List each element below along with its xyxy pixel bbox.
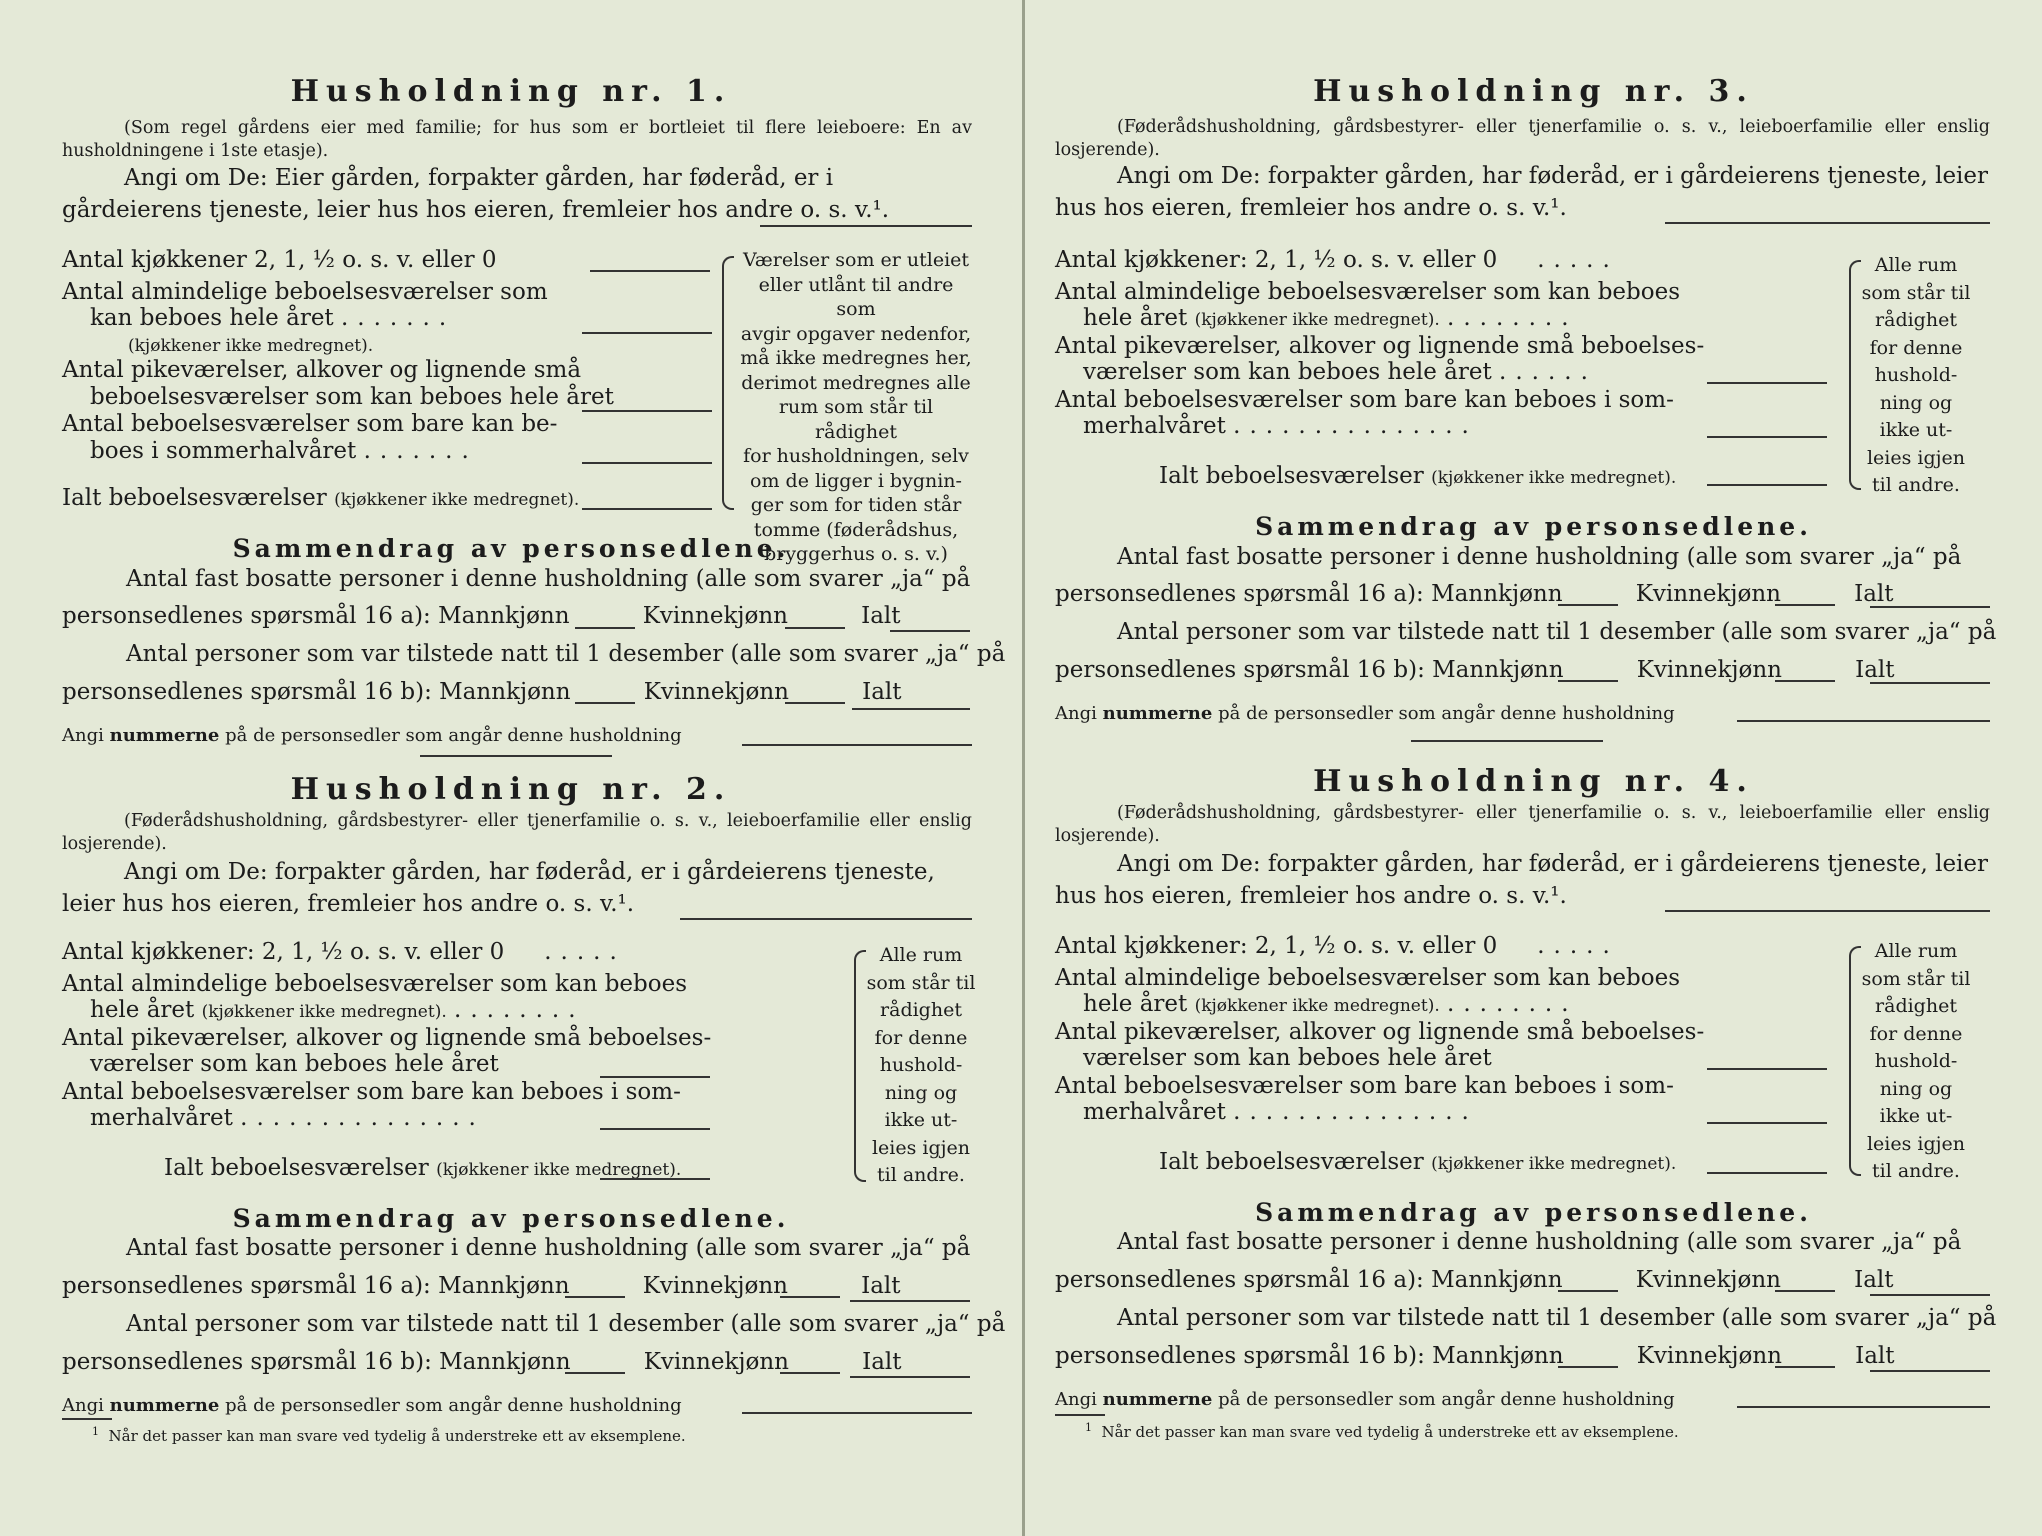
h2-rooms-a: Antal almindelige beboelsesværelser som kan beboes [62,971,688,997]
sum-a2-text: personsedlenes spørsmål 16 a): Mannkjønn [62,603,570,629]
h3-angi [1055,160,1990,224]
h3-sum-title: Sammendrag av personsedlene. [1255,512,1812,541]
h2-sum-b2 [62,1348,902,1376]
h2-small-a: Antal pikeværelser, alkover og lignende små beboelses- [62,1025,712,1051]
h2-kitchens-text: Antal kjøkkener: 2, 1, ½ o. s. v. eller 0 [62,939,505,965]
ialt-label: Ialt [862,679,902,705]
h1-sum-a2 [62,602,901,630]
angi-nr-post: på de personsedler som angår denne husholdning [1218,703,1675,724]
h2-sum-b-ialt[interactable] [850,1376,970,1378]
h2-angi-text: Angi om De: forpakter gården, har føderåd, er i gårdeierens tjeneste, leier hus hos eieren, fremleier hos andre o. s. v.¹. [62,859,935,917]
h1-sum-b-mann[interactable] [575,702,635,704]
angi-nr-post: på de personsedler som angår denne husholdning [225,725,682,746]
side-line: Værelser som er utleiet [742,249,970,271]
side-line: derimot medregnes alle [741,371,971,394]
h3-angi-line[interactable] [1665,222,1990,224]
h1-sum-b-ialt[interactable] [852,708,970,710]
footnote-text: Når det passer kan man svare ved tydelig å understreke ett av eksemplene. [1101,1423,1679,1441]
sum-b2-text: personsedlenes spørsmål 16 b): Mannkjønn [1055,1343,1564,1369]
h2-sum-b1: Antal personer som var tilstede natt til 1 desember (alle som svarer „ja“ på [126,1311,1006,1337]
footnote-mark: 1 [1085,1421,1092,1434]
right-page [1025,0,2042,1536]
h1-separator [420,755,612,757]
h2-total-label: Ialt beboelsesværelser [164,1155,429,1181]
h3-rooms-a: Antal almindelige beboelsesværelser som kan beboes [1055,279,1681,305]
h4-small-b [1055,1044,1492,1072]
h1-rooms-line[interactable] [582,332,712,334]
h2-summer-line[interactable] [600,1128,710,1130]
h3-sum-b-mann[interactable] [1558,680,1618,682]
side-line: leies igjen [1866,446,1966,469]
side-line: Alle rum [879,944,963,966]
kvinne-label: Kvinnekjønn [643,679,789,705]
h2-total-note: (kjøkkener ikke medregnet). [436,1160,682,1180]
sum-b2-text: personsedlenes spørsmål 16 b): Mannkjønn [62,1349,571,1375]
h4-sum-title: Sammendrag av personsedlene. [1255,1198,1812,1227]
h4-rooms-a: Antal almindelige beboelsesværelser som kan beboes [1055,965,1681,991]
h4-sum-b-ialt[interactable] [1870,1370,1990,1372]
side-line: om de ligger i bygnin- [750,469,962,492]
h2-rooms-b: hele året (kjøkkener ikke medregnet). ........ [90,997,585,1023]
angi-nr-pre: Angi [62,1395,104,1416]
kvinne-label: Kvinnekjønn [643,1349,789,1375]
h4-summer-line[interactable] [1707,1122,1827,1124]
h4-sum-a-ialt[interactable] [1870,1294,1990,1296]
h2-sum-b-mann[interactable] [565,1372,625,1374]
h4-total-line[interactable] [1707,1172,1827,1174]
h3-rooms-c: (kjøkkener ikke medregnet). [1194,310,1440,330]
h4-sum-b1: Antal personer som var tilstede natt til 1 desember (alle som svarer „ja“ på [1117,1305,1997,1331]
h4-brace [1849,946,1861,1176]
side-line: ikke ut- [1879,419,1953,441]
h3-rooms-b: hele året (kjøkkener ikke medregnet). ........ [1083,305,1578,331]
h3-total [1159,462,1676,492]
h2-angi-line[interactable] [680,918,972,920]
h4-rooms-b-text: hele året [1083,991,1188,1017]
side-line: Alle rum [1874,254,1958,276]
h1-summer-b: boes i sommerhalvåret ....... [90,438,478,464]
h3-sum-b-kvinne[interactable] [1775,680,1835,682]
side-line: ger som for tiden står [750,494,962,516]
angi-nr-bold: nummerne [109,1395,220,1416]
side-line: for denne [1869,1022,1963,1045]
h1-small-line[interactable] [582,410,712,412]
h1-sum-a-kvinne[interactable] [785,627,845,629]
h1-rooms-a: Antal almindelige beboelsesværelser som [62,279,548,305]
h2-small-b [62,1050,499,1078]
ialt-label: Ialt [1855,657,1895,683]
h4-small-line[interactable] [1707,1068,1827,1070]
h1-total-note: (kjøkkener ikke medregnet). [334,490,580,510]
h2-rooms-b-text: hele året [90,997,195,1023]
side-line: hushold- [1874,364,1958,386]
h3-title: Husholdning nr. 3. [1313,74,1754,109]
h4-sum-b2 [1055,1342,1895,1370]
h1-sum-a1: Antal fast bosatte personer i denne husholdning (alle som svarer „ja“ på [126,566,971,592]
h1-summer-a: Antal beboelsesværelser som bare kan be- [62,411,558,437]
side-line: Alle rum [1874,940,1958,962]
footnote-text: Når det passer kan man svare ved tydelig å understreke ett av eksemplene. [108,1427,686,1445]
h1-small-b: beboelsesværelser som kan beboes hele året [90,384,614,410]
h1-kitchens-line[interactable] [590,270,710,272]
h3-small-line[interactable] [1707,382,1827,384]
kvinne-label: Kvinnekjønn [642,603,788,629]
side-line: som står til [1861,281,1971,304]
h3-brace [1849,260,1861,490]
h2-sum-a2 [62,1272,901,1300]
h3-small-b-text: værelser som kan beboes hele året [1083,359,1492,385]
sum-b2-text: personsedlenes spørsmål 16 b): Mannkjønn [62,679,571,705]
side-line: rådighet [1875,309,1957,331]
h3-small-a: Antal pikeværelser, alkover og lignende små beboelses- [1055,333,1705,359]
side-line: som står til [866,971,976,994]
h1-brace [722,256,734,510]
h4-footnote-rule [1055,1414,1105,1416]
h3-total-label: Ialt beboelsesværelser [1159,463,1424,489]
h4-sum-b-kvinne[interactable] [1775,1366,1835,1368]
h4-small-b-text: værelser som kan beboes hele året [1083,1045,1492,1071]
h4-note: (Føderådshusholdning, gårdsbestyrer- eller tjenerfamilie o. s. v., leieboerfamilie eller enslig losjerende). [1055,803,1990,846]
sum-a2-text: personsedlenes spørsmål 16 a): Mannkjønn [1055,1267,1563,1293]
h1-rooms-c: (kjøkkener ikke medregnet). [128,336,374,356]
h2-sum-a-mann[interactable] [565,1296,625,1298]
h2-angi [62,856,972,920]
h3-sum-a2 [1055,580,1894,608]
side-line: leies igjen [1866,1132,1966,1155]
h4-rooms-c: (kjøkkener ikke medregnet). [1194,996,1440,1016]
angi-nr-pre: Angi [1055,1389,1097,1410]
side-line: for denne [874,1026,968,1049]
h1-total [62,484,579,514]
h1-total-line[interactable] [582,508,712,510]
h1-sum-a-mann[interactable] [575,627,635,629]
sum-a2-text: personsedlenes spørsmål 16 a): Mannkjønn [1055,581,1563,607]
h4-kitchens-text: Antal kjøkkener: 2, 1, ½ o. s. v. eller 0 [1055,933,1498,959]
h2-small-b-text: værelser som kan beboes hele året [90,1051,499,1077]
side-line: må ikke medregnes her, [740,347,972,369]
h3-angi-text: Angi om De: forpakter gården, har føderåd, er i gårdeierens tjeneste, leier hus hos eieren, fremleier hos andre o. s. v.¹. [1055,163,1989,221]
h1-sum-b-kvinne[interactable] [785,702,845,704]
h3-sum-a-mann[interactable] [1558,604,1618,606]
h4-side-note [1861,938,1971,1186]
h1-small-a: Antal pikeværelser, alkover og lignende små [62,357,582,383]
footnote-mark: 1 [92,1425,99,1438]
h4-summer-b: merhalvåret ............... [1083,1099,1478,1125]
side-line: som står til [1861,967,1971,990]
h2-sum-a-kvinne[interactable] [780,1296,840,1298]
ialt-label: Ialt [862,1349,902,1375]
side-line: ning og [1879,1077,1953,1100]
h2-footnote-rule [62,1418,112,1420]
ialt-label: Ialt [861,1273,901,1299]
h4-angi-nr-line[interactable] [1737,1406,1990,1408]
angi-nr-pre: Angi [62,725,104,746]
h2-sum-a-ialt[interactable] [850,1300,970,1302]
h3-sum-b2 [1055,656,1895,684]
h2-summer-b: merhalvåret ............... [90,1105,485,1131]
h1-summer-line[interactable] [582,462,712,464]
h3-sum-b-ialt[interactable] [1870,682,1990,684]
h3-sum-a1: Antal fast bosatte personer i denne husholdning (alle som svarer „ja“ på [1117,544,1962,570]
side-line: hushold- [879,1054,963,1076]
side-line: eller utlånt til andre som [758,273,954,320]
kvinne-label: Kvinnekjønn [1635,1267,1781,1293]
h4-angi-nr [1055,1386,1675,1414]
h4-total [1159,1148,1676,1178]
side-line: avgir opgaver nedenfor, [740,322,972,345]
h3-sum-a-ialt[interactable] [1870,606,1990,608]
side-line: ning og [1879,391,1953,414]
side-line: rådighet [1875,995,1957,1017]
h3-rooms-b-text: hele året [1083,305,1188,331]
h3-kitchens: Antal kjøkkener: 2, 1, ½ o. s. v. eller 0 ..... [1055,247,1619,273]
h4-summer-a: Antal beboelsesværelser som bare kan beboes i som- [1055,1073,1674,1099]
h2-sum-b-kvinne[interactable] [780,1372,840,1374]
h3-total-line[interactable] [1707,484,1827,486]
side-line: bryggerhus o. s. v.) [764,543,948,565]
h3-kitchens-text: Antal kjøkkener: 2, 1, ½ o. s. v. eller 0 [1055,247,1498,273]
h2-summer-a: Antal beboelsesværelser som bare kan beboes i som- [62,1079,681,1105]
side-line: rum som står til rådighet [778,396,934,443]
side-line: tomme (føderådshus, [753,518,959,541]
sum-b2-text: personsedlenes spørsmål 16 b): Mannkjønn [1055,657,1564,683]
h2-rooms-c: (kjøkkener ikke medregnet). [201,1002,447,1022]
side-line: for husholdningen, selv [743,445,969,467]
side-line: rådighet [880,999,962,1021]
h1-sum-a-ialt[interactable] [890,630,970,632]
h2-summer-b-text: merhalvåret [90,1105,233,1131]
h2-sum-title: Sammendrag av personsedlene. [232,1204,790,1233]
h4-sum-b-mann[interactable] [1558,1366,1618,1368]
side-line: ning og [884,1081,958,1104]
h4-small-a: Antal pikeværelser, alkover og lignende små beboelses- [1055,1019,1705,1045]
h1-angi-line[interactable] [760,225,972,227]
ialt-label: Ialt [1855,1343,1895,1369]
angi-nr-bold: nummerne [1102,1389,1213,1410]
h2-angi-nr [62,1392,682,1420]
h4-total-note: (kjøkkener ikke medregnet). [1431,1154,1677,1174]
h4-rooms-b: hele året (kjøkkener ikke medregnet). ........ [1083,991,1578,1017]
h1-angi-nr [62,722,682,750]
h4-angi-line[interactable] [1665,910,1990,912]
h1-sum-title: Sammendrag av personsedlene. [232,534,790,563]
h1-rooms-b: kan beboes hele året ....... [90,305,456,331]
h2-brace [854,950,866,1182]
angi-nr-bold: nummerne [1102,703,1213,724]
h4-footnote [1085,1418,1679,1442]
h4-sum-a-kvinne[interactable] [1775,1290,1835,1292]
kvinne-label: Kvinnekjønn [1635,581,1781,607]
h2-kitchens: Antal kjøkkener: 2, 1, ½ o. s. v. eller 0 ..... [62,939,626,965]
angi-nr-post: på de personsedler som angår denne husholdning [225,1395,682,1416]
h2-sum-a1: Antal fast bosatte personer i denne husholdning (alle som svarer „ja“ på [126,1235,971,1261]
h3-separator [1411,740,1603,742]
h3-sum-b1: Antal personer som var tilstede natt til 1 desember (alle som svarer „ja“ på [1117,619,1997,645]
h3-summer-b-text: merhalvåret [1083,413,1226,439]
h3-angi-nr-line[interactable] [1737,720,1990,722]
h4-angi-text: Angi om De: forpakter gården, har føderåd, er i gårdeierens tjeneste, leier hus hos eieren, fremleier hos andre o. s. v.¹. [1055,851,1989,909]
h4-summer-b-text: merhalvåret [1083,1099,1226,1125]
h1-sum-b1: Antal personer som var tilstede natt til 1 desember (alle som svarer „ja“ på [126,641,1006,667]
h4-kitchens: Antal kjøkkener: 2, 1, ½ o. s. v. eller 0 ..... [1055,933,1619,959]
angi-nr-bold: nummerne [109,725,220,746]
h4-sum-a2 [1055,1266,1894,1294]
h1-angi [62,162,972,226]
h1-title: Husholdning nr. 1. [290,74,732,109]
h4-angi [1055,848,1990,912]
h3-total-note: (kjøkkener ikke medregnet). [1431,468,1677,488]
ialt-label: Ialt [861,603,901,629]
ialt-label: Ialt [1854,1267,1894,1293]
kvinne-label: Kvinnekjønn [642,1273,788,1299]
side-line: ikke ut- [884,1109,958,1131]
h1-note: (Som regel gårdens eier med familie; for hus som er bortleiet til flere leieboere: En av husholdningene i 1ste etasje). [62,118,972,161]
h1-sum-b2 [62,678,902,706]
h1-kitchens: Antal kjøkkener 2, 1, ½ o. s. v. eller 0 [62,247,497,273]
h4-total-label: Ialt beboelsesværelser [1159,1149,1424,1175]
h2-total-line[interactable] [600,1178,710,1180]
h4-sum-a1: Antal fast bosatte personer i denne husholdning (alle som svarer „ja“ på [1117,1229,1962,1255]
h2-title: Husholdning nr. 2. [290,772,732,807]
h1-side-note [736,248,976,567]
side-line: til andre. [1872,474,1960,496]
side-line: for denne [1869,336,1963,359]
h4-title: Husholdning nr. 4. [1313,764,1754,799]
side-line: leies igjen [871,1136,971,1159]
h3-summer-a: Antal beboelsesværelser som bare kan beboes i som- [1055,387,1674,413]
h3-small-b: værelser som kan beboes hele året ...... [1083,359,1597,385]
h2-footnote [92,1422,686,1446]
h1-rooms-b-text: kan beboes hele året [90,305,334,331]
ialt-label: Ialt [1854,581,1894,607]
h3-sum-a-kvinne[interactable] [1775,604,1835,606]
h1-angi-text: Angi om De: Eier gården, forpakter gården, har føderåd, er i gårdeierens tjeneste, leier hus hos eieren, fremleier hos andre o. s. v.¹. [62,165,890,223]
h1-angi-nr-line[interactable] [742,744,972,746]
kvinne-label: Kvinnekjønn [1636,657,1782,683]
sum-a2-text: personsedlenes spørsmål 16 a): Mannkjønn [62,1273,570,1299]
h2-note: (Føderådshusholdning, gårdsbestyrer- eller tjenerfamilie o. s. v., leieboerfamilie eller enslig losjerende). [62,811,972,854]
h1-total-label: Ialt beboelsesværelser [62,485,327,511]
h3-summer-b: merhalvåret ............... [1083,413,1478,439]
h2-side-note [866,942,976,1190]
side-line: til andre. [1872,1160,1960,1182]
h3-side-note [1861,252,1971,500]
kvinne-label: Kvinnekjønn [1636,1343,1782,1369]
h3-note: (Føderådshusholdning, gårdsbestyrer- eller tjenerfamilie o. s. v., leieboerfamilie eller enslig losjerende). [1055,117,1990,160]
h2-angi-nr-line[interactable] [742,1412,972,1414]
side-line: ikke ut- [1879,1105,1953,1127]
angi-nr-post: på de personsedler som angår denne husholdning [1218,1389,1675,1410]
h4-sum-a-mann[interactable] [1558,1290,1618,1292]
angi-nr-pre: Angi [1055,703,1097,724]
side-line: til andre. [877,1164,965,1186]
side-line: hushold- [1874,1050,1958,1072]
h1-summer-b-text: boes i sommerhalvåret [90,438,357,464]
h3-angi-nr [1055,700,1675,728]
h3-summer-line[interactable] [1707,436,1827,438]
